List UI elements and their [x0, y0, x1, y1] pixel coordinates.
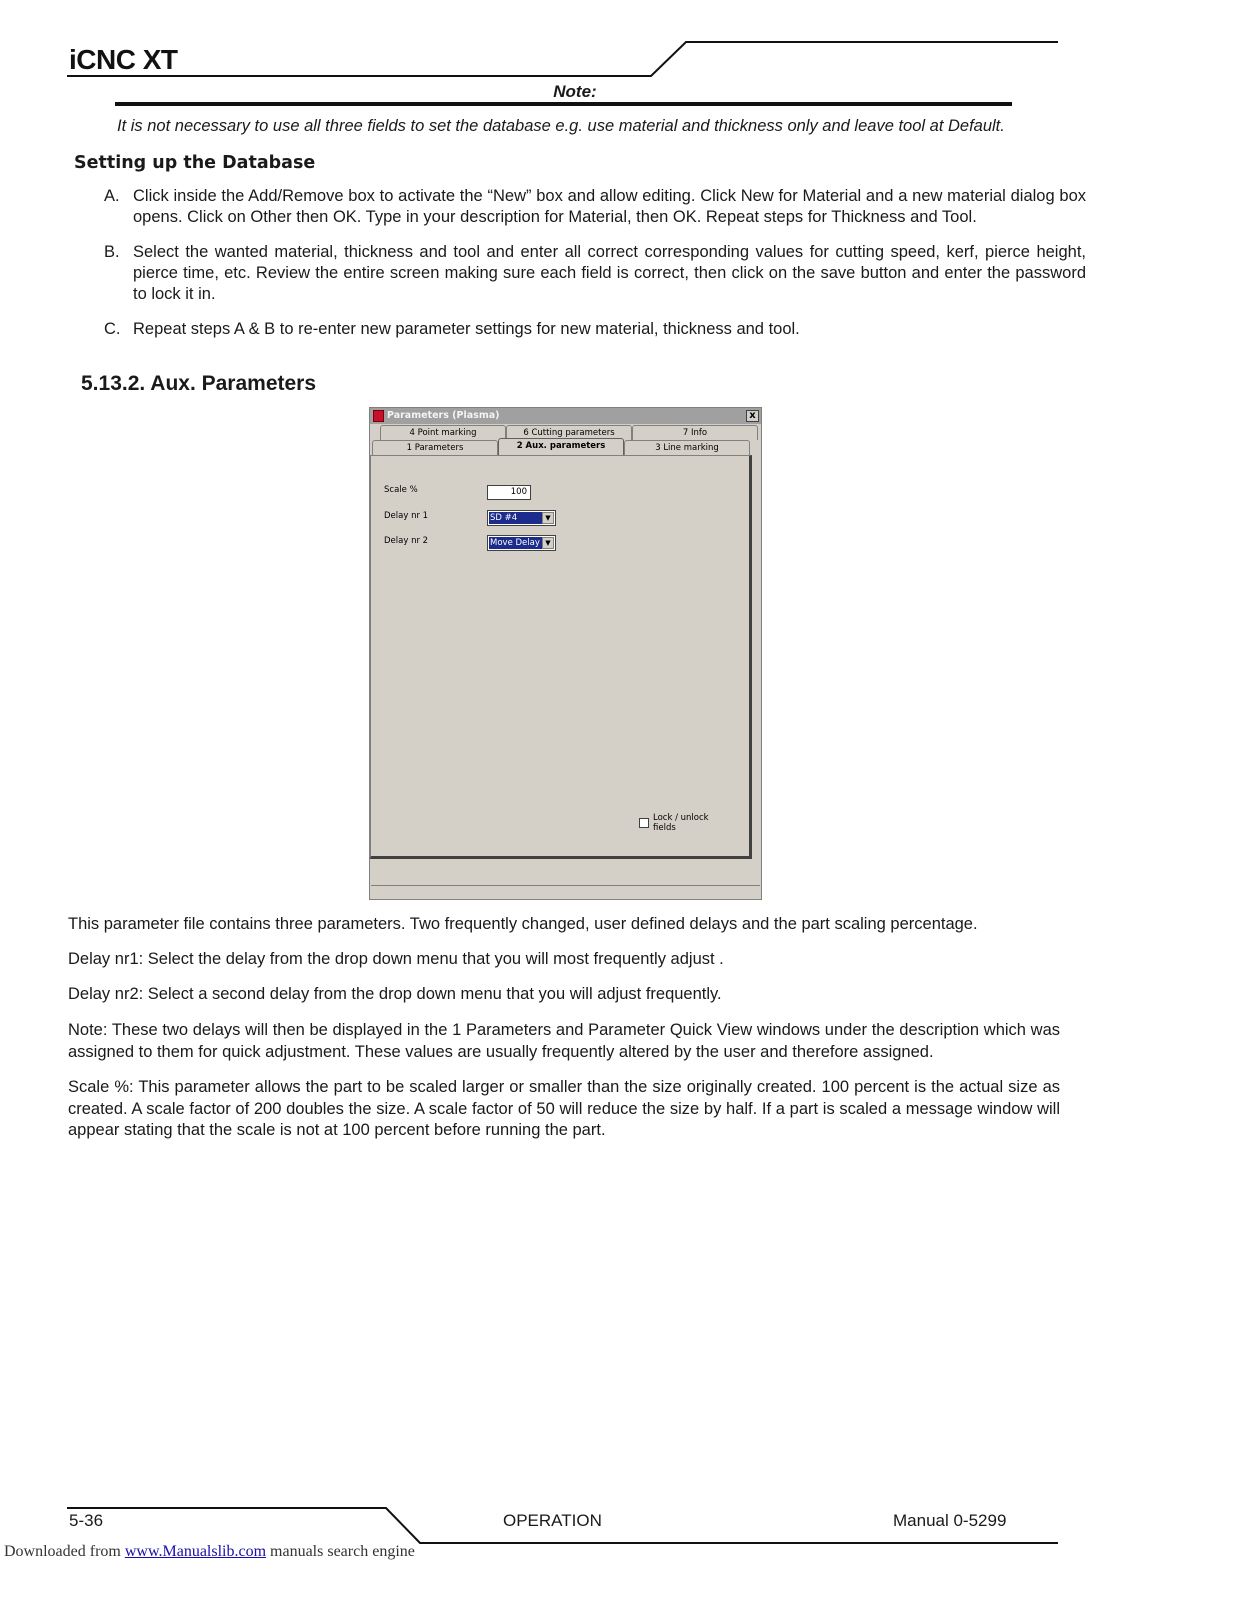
status-bar	[371, 885, 760, 899]
delay2-value: Move Delay	[489, 537, 542, 549]
scale-input[interactable]: 100	[487, 485, 531, 500]
chevron-down-icon[interactable]: ▼	[542, 512, 554, 524]
tab-point-marking[interactable]: 4 Point marking	[380, 425, 506, 440]
body-paragraph: Delay nr1: Select the delay from the drop down menu that you will most frequently adjust .	[68, 950, 724, 968]
delay1-value: SD #4	[489, 512, 542, 524]
step-a	[104, 186, 1086, 228]
step-b	[104, 242, 1086, 305]
body-paragraph: Scale %: This parameter allows the part to be scaled larger or smaller than the size originally created. 100 percent is the actual size as created. A scale factor of 200 doubles the size. A scale factor of 50 will reduce the size by half. If a part is scaled a message window will appear stating that the scale is not at 100 percent before running the part.	[68, 1078, 1060, 1139]
tab-info[interactable]: 7 Info	[632, 425, 758, 440]
step-text: Repeat steps A & B to re-enter new parameter settings for new material, thickness and tool.	[133, 320, 800, 338]
step-text: Select the wanted material, thickness and tool and enter all correct corresponding values for cutting speed, kerf, pierce height, pierce time, etc. Review the entire screen making sure each field is correct, then click on the save button and enter the password to lock it in.	[133, 243, 1086, 303]
delay2-select[interactable]	[487, 535, 556, 551]
close-button[interactable]: x	[746, 410, 759, 422]
body-paragraph: Note: These two delays will then be displayed in the 1 Parameters and Parameter Quick View windows under the description which was assigned to them for quick adjustment. These values are usually frequently altered by the user and therefore assigned.	[68, 1021, 1060, 1061]
parameters-dialog	[369, 407, 762, 900]
step-letter: A.	[104, 187, 120, 205]
download-note	[4, 1543, 415, 1561]
dialog-titlebar	[370, 408, 761, 424]
note-text: It is not necessary to use all three fields to set the database e.g. use material and thickness only and leave tool at Default.	[117, 117, 1005, 135]
manual-number: Manual 0-5299	[893, 1511, 1007, 1530]
tab-line-marking[interactable]: 3 Line marking	[624, 440, 750, 455]
manualslib-link[interactable]: www.Manualslib.com	[124, 1543, 267, 1560]
tab-aux-parameters[interactable]: 2 Aux. parameters	[498, 438, 624, 455]
database-section-title: Setting up the Database	[74, 153, 316, 173]
app-icon	[373, 410, 384, 422]
scale-label: Scale %	[384, 485, 418, 495]
tab-cutting-parameters[interactable]: 6 Cutting parameters	[506, 425, 632, 440]
database-steps	[104, 186, 1086, 354]
body-paragraph: This parameter file contains three parameters. Two frequently changed, user defined delays and the part scaling percentage.	[68, 915, 978, 933]
delay2-label: Delay nr 2	[384, 536, 429, 546]
page-number: 5-36	[69, 1511, 104, 1530]
step-c	[104, 319, 1086, 340]
delay1-label: Delay nr 1	[384, 511, 429, 521]
brand-title: iCNC XT	[69, 44, 178, 75]
aux-parameters-panel	[370, 455, 752, 859]
download-prefix: Downloaded from	[4, 1543, 121, 1560]
tab-parameters[interactable]: 1 Parameters	[372, 440, 498, 455]
lock-label: Lock / unlock fields	[653, 813, 709, 833]
download-suffix: manuals search engine	[266, 1543, 415, 1560]
body-paragraph: Delay nr2: Select a second delay from the drop down menu that you will adjust frequently.	[68, 985, 722, 1003]
step-text: Click inside the Add/Remove box to activate the “New” box and allow editing. Click New for Material and a new material dialog box opens. Click on Other then OK. Type in your description for Material, then OK. Repeat steps for Thickness and Tool.	[133, 187, 1086, 226]
note-label: Note:	[553, 82, 597, 101]
lock-checkbox[interactable]	[639, 818, 649, 828]
delay1-select[interactable]	[487, 510, 556, 526]
footer-section: OPERATION	[503, 1511, 602, 1530]
aux-section-title: 5.13.2. Aux. Parameters	[81, 372, 317, 395]
dialog-title: Parameters (Plasma)	[387, 410, 500, 421]
step-letter: B.	[104, 243, 120, 261]
step-letter: C.	[104, 320, 121, 338]
chevron-down-icon[interactable]: ▼	[542, 537, 554, 549]
